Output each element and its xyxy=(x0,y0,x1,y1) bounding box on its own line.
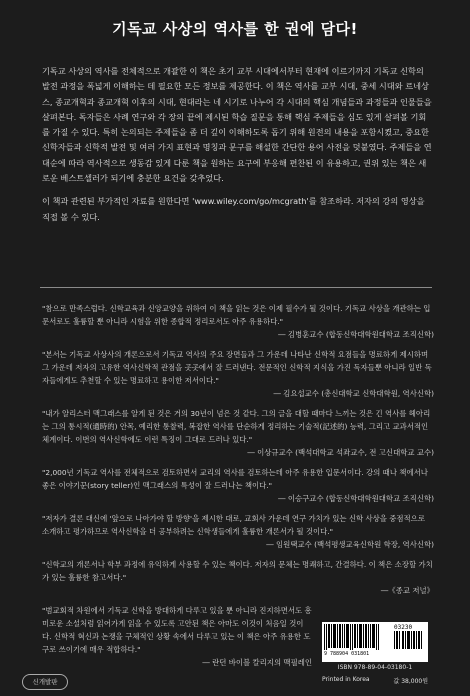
headline: 기독교 사상의 역사를 한 권에 담다! xyxy=(112,20,358,38)
review xyxy=(42,302,434,341)
review-attribution: ― 이상규교수 (백석대학교 석좌교수, 전 고신대학교 교수) xyxy=(247,448,434,457)
review-quote: "본서는 기독교 사상사의 개론으로서 기독교 역사의 주요 장면들과 그 가운데 나타난 신학적 요점들을 명료하게 제시하며 그 가운데 저자의 고유한 역사신학적 관점을 곳곳에서 잘 드러낸다. 전문적인 신학적 지식을 가진 독자들뿐 아니라 일반 독자들에게도 추천할 수 있는 명료하고 용이한 저서이다." xyxy=(42,350,432,385)
review xyxy=(42,512,434,551)
price: 값 38,000원 xyxy=(393,678,428,685)
review xyxy=(42,466,434,505)
printed-in: Printed in Korea xyxy=(322,676,370,683)
review-quote: "내가 알리스터 맥그래스를 알게 된 것은 거의 30년이 넘은 것 같다. 그의 글을 대할 때마다 느끼는 것은 긴 역사를 헤아리는 그의 통시적(通時的) 안목, 예리한 통찰력, 복잡한 역사를 단순하게 정리하는 기술적(記述的) 능력, 그리고 교과서적인 체계이다. 이번의 역사신학에도 이런 특징이 그대로 드러나 있다." xyxy=(42,409,431,444)
review xyxy=(42,407,434,459)
review-attribution: ― 김요섭교수 (총신대학교 신학대학원, 역사신학) xyxy=(273,389,434,398)
review xyxy=(42,348,434,400)
reviews-section xyxy=(42,302,434,676)
review-attribution: ― 임원택교수 (백석평생교육신학원 학장, 역사신학) xyxy=(266,540,434,549)
review-attribution: ― 이승구교수 (합동신학대학원대학교 조직신학) xyxy=(278,494,434,503)
publisher-logo: 신개발판 xyxy=(22,674,68,690)
divider xyxy=(40,287,432,288)
review-quote: "범교회적 차원에서 기독교 신학을 방대하게 다루고 있을 뿐 아니라 진지하면서도 흥미로운 소설처럼 읽어가게 읽을 수 있도록 고안된 책은 아마도 이것이 처음일 것이다. 신학적 혁신과 논쟁을 구체적인 상황 속에서 다루고 있는 이 책은 아주 유용한 도구로 쓰이기에 매우 적합하다." xyxy=(42,606,312,654)
review-attribution: ― 김병훈교수 (합동신학대학원대학교 조직신학) xyxy=(278,330,434,339)
barcode-bars xyxy=(324,624,380,650)
review-attribution: ― 란던 바이블 칼리지의 맥필레인 xyxy=(202,658,312,667)
review-quote: "저자가 결론 대신에 '앞으로 나아가야 할 방향'을 제시한 대로, 교회사 가운데 연구 가치가 있는 신학 사상을 중점적으로 소개하고 평가하므로 역사신학을 더 공부하려는 신학생들에게 훌륭한 개론서가 될 것이다." xyxy=(42,514,425,536)
barcode-number: 9 788904 031801 xyxy=(324,651,370,657)
barcode-addon-bars xyxy=(394,631,424,649)
review xyxy=(42,604,312,669)
intro-paragraph: 이 책과 관련된 부가적인 자료를 원한다면 'www.wiley.com/go/mcgrath'를 참조하라. 저자의 강의 영상을 직접 볼 수 있다. xyxy=(42,196,425,222)
review-attribution: ―《종교 저널》 xyxy=(380,586,434,595)
isbn: ISBN 978-89-04-03180-1 xyxy=(337,664,413,671)
review xyxy=(42,558,434,597)
review-quote: "신학교의 개론서나 학부 과정에 유익하게 사용할 수 있는 책이다. 저자의 문체는 명쾌하고, 간결하다. 이 책은 소장할 가치가 있는 훌륭한 참고서다." xyxy=(42,560,433,582)
review-quote: "참으로 만족스럽다. 신학교육과 신앙교양을 위하여 이 책을 읽는 것은 이제 필수가 될 것이다. 기독교 사상을 개관하는 입문서로도 훌륭할 뿐 아니라 시험을 위한 종합적 정리로서도 아주 유용하다." xyxy=(42,304,431,326)
intro-section xyxy=(42,64,434,233)
barcode xyxy=(322,622,428,662)
barcode-addon-code: 03230 xyxy=(394,624,413,631)
price-line xyxy=(322,676,428,685)
review-quote: "2,000년 기독교 역사를 전체적으로 검토하면서 교리의 역사를 검토하는데 아주 유용한 입문서이다. 강의 때나 책에서나 좋은 이야기꾼(story teller)인 맥그래스의 특성이 잘 드러나는 책이다." xyxy=(42,468,428,490)
intro-paragraph: 기독교 사상의 역사를 전체적으로 개괄한 이 책은 초기 교부 시대에서부터 현재에 이르기까지 기독교 신학의 발전 과정을 폭넓게 이해하는 데 필요한 모든 정보를 제공한다. 이 책은 역사를 교부 시대, 중세 시대와 르네상스, 종교개혁과 종교개혁 이후의 시대, 현대라는 네 시기로 나누어 각 시대의 핵심 개념들과 과정들과 인물들을 살펴본다. 독자들은 사례 연구와 각 장의 끝에 제시된 학습 질문을 통해 핵심 주제들을 심도 있게 살펴볼 기회를 가질 수 있다. 특히 논의되는 주제들을 좀 더 깊이 이해하도록 돕기 위해 원전의 내용을 포함시켰고, 중요한 신학자들과 신학적 발전 및 여러 가지 표현과 명칭과 문구를 해설한 간단한 용어 사전을 덧붙였다. 주제들을 연대순에 따라 역사적으로 생동감 있게 다룬 책을 원하는 요구에 부응해 편찬된 이 유용하고, 권위 있는 책은 새로운 베스트셀러가 되기에 충분한 요건을 갖추었다. xyxy=(42,66,432,184)
